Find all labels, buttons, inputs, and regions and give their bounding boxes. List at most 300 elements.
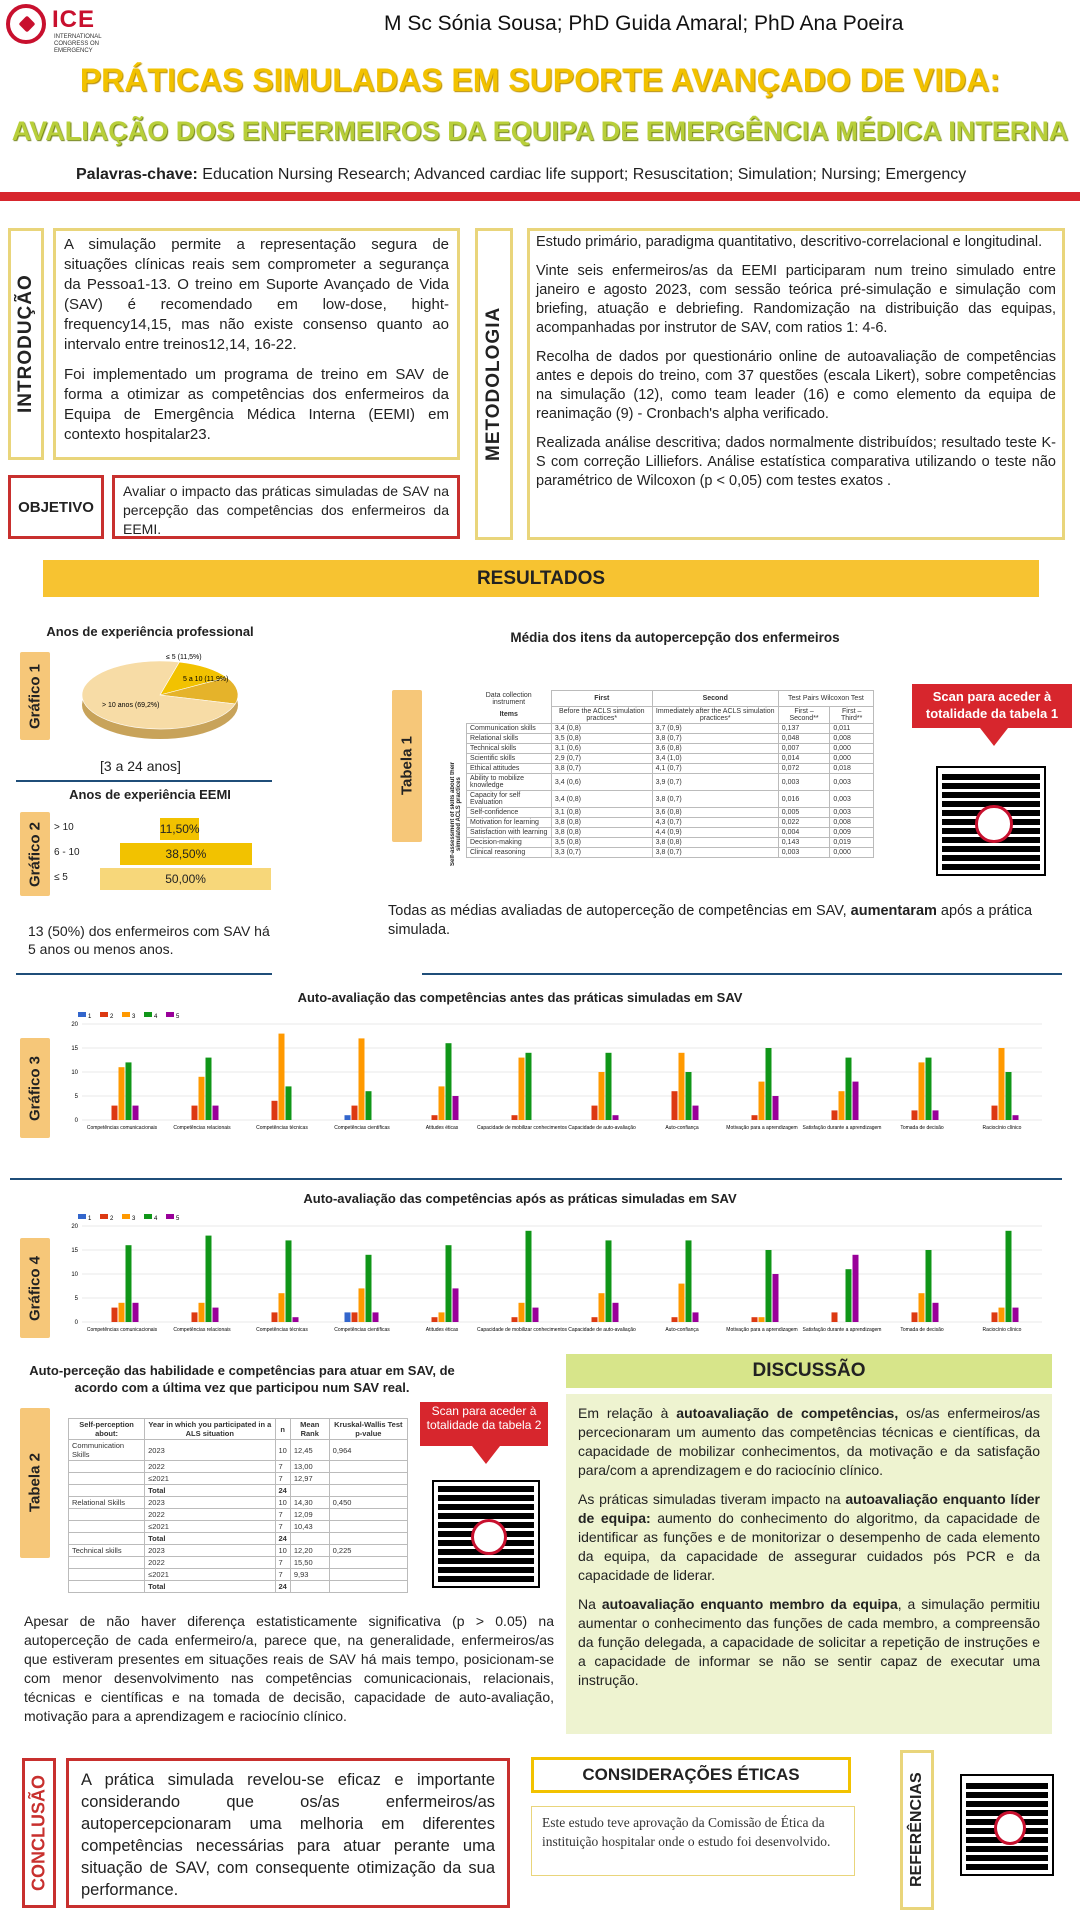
x-tick-label: Capacidade de auto-avaliação: [568, 1327, 636, 1333]
bar: [693, 1312, 699, 1322]
bar: [686, 1240, 692, 1322]
legend-label: 5: [176, 1014, 180, 1020]
bar: [512, 1317, 518, 1322]
x-tick-label: Motivação para a aprendizagem: [726, 1125, 798, 1131]
table-row-total: [69, 1485, 408, 1497]
table-cell: 0,000: [830, 754, 874, 764]
conclusion-box: [66, 1758, 510, 1908]
bar: [933, 1303, 939, 1322]
bar: [519, 1303, 525, 1322]
y-tick-label: 20: [71, 1224, 78, 1230]
grafico4-chart: [60, 1212, 1070, 1352]
table-cell: [69, 1509, 145, 1521]
table-cell: 0,450: [329, 1497, 407, 1509]
table-cell: 0,005: [778, 808, 830, 818]
table-cell: 0,008: [830, 734, 874, 744]
bar: [213, 1308, 219, 1322]
t1-h-instrument: Data collection instrument: [485, 691, 532, 706]
results-banner: [43, 560, 1039, 597]
x-tick-label: Competências científicas: [334, 1327, 390, 1333]
bar: [672, 1317, 678, 1322]
table-cell: 9,93: [290, 1569, 329, 1581]
table-cell: [69, 1557, 145, 1569]
bar: [933, 1110, 939, 1120]
qr-code-tabela1[interactable]: [938, 768, 1044, 874]
table-cell: 0,003: [830, 808, 874, 818]
table-cell: [69, 1461, 145, 1473]
table-cell: ≤2021: [145, 1569, 275, 1581]
tabela1-note-c: após a prática simulada.: [388, 903, 1033, 938]
table-cell: 0,018: [830, 764, 874, 774]
x-tick-label: Atitudes éticas: [425, 1327, 459, 1333]
discussion-box: [566, 1394, 1052, 1734]
x-tick-label: Auto-confiança: [665, 1125, 699, 1131]
bar: [853, 1082, 859, 1120]
logo-heart-icon: [6, 4, 46, 44]
arrow-down-icon: [472, 1446, 500, 1464]
table-cell: [69, 1533, 145, 1545]
x-tick-label: Competências comunicacionais: [86, 1125, 158, 1131]
table-cell: Communication Skills: [69, 1440, 145, 1461]
table-cell: [329, 1533, 407, 1545]
table-row: [69, 1521, 408, 1533]
table-cell: 3,5 (0,8): [551, 734, 652, 744]
table-cell: 3,8 (0,7): [652, 848, 778, 858]
bar: [192, 1312, 198, 1322]
table-cell: 3,8 (0,7): [652, 734, 778, 744]
table-cell: 2023: [145, 1545, 275, 1557]
intro-label: INTRODUÇÃO: [15, 274, 36, 414]
x-tick-label: Tomada de decisão: [900, 1327, 944, 1333]
table-cell: Relational skills: [467, 734, 552, 744]
x-tick-label: Capacidade de mobilizar conhecimentos: [476, 1327, 568, 1333]
table-cell: 0,014: [778, 754, 830, 764]
bar: [439, 1312, 445, 1322]
table-cell: 0,011: [830, 724, 874, 734]
table-cell: 12,97: [290, 1473, 329, 1485]
x-tick-label: Auto-confiança: [665, 1327, 699, 1333]
t2-h-about: Self-perception about:: [69, 1419, 145, 1440]
bar: [512, 1115, 518, 1120]
bar: [832, 1312, 838, 1322]
y-tick-label: 0: [74, 1320, 78, 1326]
table-cell: Total: [145, 1581, 275, 1593]
x-tick-label: Atitudes éticas: [425, 1125, 459, 1131]
legend-label: 4: [154, 1014, 158, 1020]
table-cell: 15,50: [290, 1557, 329, 1569]
x-tick-label: Competências científicas: [334, 1125, 390, 1131]
bar: [672, 1091, 678, 1120]
methodology-paragraph-1: Estudo primário, paradigma quantitativo, descritivo-correlacional e longitudinal.: [536, 234, 1043, 250]
tabela1-tag: [392, 690, 422, 842]
table-cell: Decision-making: [467, 838, 552, 848]
bar: [846, 1269, 852, 1322]
table-cell: [329, 1521, 407, 1533]
table-cell: 4,3 (0,7): [652, 818, 778, 828]
tabela2-note: Apesar de não haver diferença estatisticamente significativa (p > 0.05) na autoperceção de cada enfermeiro/a, parece que, na generalidade, enfermeiros/as que estiveram presentes em situações reais de SAV há mais tempo, posicionam-se com menor desenvolvimento nas competências comunicacionais, relacionais, técnicas e científicas e na tomada de decisão, capacidade de auto-avaliação, motivação para a aprendizagem e raciocínio clínico.: [24, 1613, 554, 1724]
table-cell: [69, 1569, 145, 1581]
table-cell: 0,003: [830, 791, 874, 808]
legend-swatch: [144, 1012, 152, 1017]
bar: [992, 1106, 998, 1120]
table-cell: 7: [275, 1509, 290, 1521]
bar: [126, 1062, 132, 1120]
table-cell: 2022: [145, 1461, 275, 1473]
table-cell: [329, 1581, 407, 1593]
table-cell: Ethical attitudes: [467, 764, 552, 774]
table-cell: 7: [275, 1521, 290, 1533]
table-row: [69, 1509, 408, 1521]
table-cell: Clinical reasoning: [467, 848, 552, 858]
table-row: [69, 1461, 408, 1473]
tabela1-note-a: Todas as médias avaliadas de autoperceção de competências em SAV,: [388, 903, 851, 919]
table-cell: [290, 1485, 329, 1497]
grafico2-title: Anos de experiência EEMI: [69, 787, 231, 802]
y-tick-label: 10: [71, 1272, 78, 1278]
grafico2-tag: [20, 812, 50, 896]
table-cell: 0,009: [830, 828, 874, 838]
grafico2-label: Gráfico 2: [26, 821, 44, 887]
bar: [432, 1317, 438, 1322]
bar: [912, 1312, 918, 1322]
references-label: REFERÊNCIAS: [908, 1772, 925, 1888]
qr-code-references[interactable]: [962, 1776, 1052, 1874]
tabela1-table: [466, 690, 874, 858]
bar: [279, 1293, 285, 1322]
discussion-paragraph-2: [578, 1490, 1040, 1585]
divider: [10, 1178, 1062, 1180]
table-cell: 0,072: [778, 764, 830, 774]
bar: [526, 1053, 532, 1120]
bar: [352, 1106, 358, 1120]
table-cell: [329, 1557, 407, 1569]
x-tick-label: Capacidade de mobilizar conhecimentos: [476, 1125, 568, 1131]
bar-row: [56, 843, 276, 865]
table-cell: 2023: [145, 1497, 275, 1509]
pie-label-le5: ≤ 5 (11,5%): [166, 654, 202, 661]
legend-label: 3: [132, 1216, 136, 1222]
table-row: [467, 724, 874, 734]
bar: [453, 1288, 459, 1322]
discussion-title: DISCUSSÃO: [752, 1360, 866, 1381]
d-p2a: As práticas simuladas tiveram impacto na: [578, 1491, 846, 1507]
bar: [345, 1312, 351, 1322]
table-cell: 0,003: [778, 774, 830, 791]
table-cell: Technical skills: [467, 744, 552, 754]
bar: [919, 1062, 925, 1120]
table-row-total: [69, 1533, 408, 1545]
table-cell: [329, 1509, 407, 1521]
table-cell: [329, 1461, 407, 1473]
bar: [1006, 1231, 1012, 1322]
methodology-paragraph-4: Realizada análise descritiva; dados normalmente distribuídos; resultado teste K-S com correção Lilliefors. Análise estatística comparativa utilizando o teste não paramétrico de Wilcoxon (p < 0,05) com testes exatos .: [536, 435, 1056, 489]
table-row: [69, 1569, 408, 1581]
bar: [359, 1038, 365, 1120]
bar: [759, 1082, 765, 1120]
table-cell: 4,4 (0,9): [652, 828, 778, 838]
x-tick-label: Raciocínio clínico: [982, 1125, 1022, 1131]
x-tick-label: Competências técnicas: [256, 1125, 308, 1131]
table-cell: 3,7 (0,9): [652, 724, 778, 734]
table-cell: 0,000: [830, 848, 874, 858]
bar: [919, 1293, 925, 1322]
bar: [832, 1110, 838, 1120]
table-cell: 3,8 (0,8): [652, 838, 778, 848]
bar: [286, 1240, 292, 1322]
tabela1-note-b: aumentaram: [850, 903, 937, 919]
authors: M Sc Sónia Sousa; PhD Guida Amaral; PhD Ana Poeira: [384, 12, 904, 35]
bar: [613, 1115, 619, 1120]
grafico1-pie: [78, 645, 248, 755]
bar: [453, 1096, 459, 1120]
table-cell: 3,8 (0,8): [551, 818, 652, 828]
x-tick-label: Competências relacionais: [173, 1327, 231, 1333]
bar: [679, 1053, 685, 1120]
table-row: [467, 848, 874, 858]
methodology-label: METODOLOGIA: [483, 306, 504, 462]
bar: [1006, 1072, 1012, 1120]
pie-label-5-10: 5 a 10 (11,9%): [183, 676, 229, 683]
pie-label-gt10: > 10 anos (69,2%): [102, 702, 160, 709]
x-tick-label: Competências técnicas: [256, 1327, 308, 1333]
bar: [599, 1293, 605, 1322]
tabela1-note: [388, 902, 1068, 940]
bar: [120, 843, 252, 865]
table-row: [69, 1473, 408, 1485]
legend-label: 1: [88, 1014, 92, 1020]
table-row: [467, 774, 874, 791]
y-tick-label: 20: [71, 1022, 78, 1028]
tabela1-side-label: Self-assessment of skills about their simulated ACLS practices: [450, 761, 462, 867]
scan-label-2: Scan para aceder à totalidade da tabela 2: [420, 1402, 548, 1446]
intro-paragraph-1: A simulação permite a representação segura de situações clínicas reais sem comprometer a segurança da Pessoa1-13. O treino em Suporte Avançado de Vida (SAV) é recomendado em low-dose, hight-frequency14,15, mas não existe consenso quanto ao intervalo entre treinos12,14, 16-22.: [64, 236, 449, 353]
grafico3-tag: [20, 1038, 50, 1138]
table-row: [467, 791, 874, 808]
bar: [373, 1312, 379, 1322]
bar: [533, 1308, 539, 1322]
grafico3-label: Gráfico 3: [26, 1055, 44, 1121]
bar: [192, 1106, 198, 1120]
tabela1: [450, 690, 876, 880]
y-tick-label: 5: [74, 1296, 78, 1302]
bar: [606, 1053, 612, 1120]
table-cell: [329, 1473, 407, 1485]
table-cell: 0,008: [830, 818, 874, 828]
bar: [112, 1106, 118, 1120]
legend-label: 4: [154, 1216, 158, 1222]
bar: [606, 1240, 612, 1322]
grafico2-bars: [56, 818, 276, 892]
t1-h-after: Immediately after the ACLS simulation practices*: [652, 707, 778, 724]
bar: [526, 1231, 532, 1322]
table-row: [69, 1440, 408, 1461]
bar: [286, 1086, 292, 1120]
bar-value-label: 38,50%: [165, 847, 207, 861]
legend-swatch: [78, 1214, 86, 1219]
bar: [999, 1308, 1005, 1322]
bar: [912, 1110, 918, 1120]
table-row: [467, 754, 874, 764]
table-cell: 10: [275, 1545, 290, 1557]
table-cell: Relational Skills: [69, 1497, 145, 1509]
grafico4-tag: [20, 1238, 50, 1338]
legend-swatch: [100, 1214, 108, 1219]
d-p2b: autoavaliação enquanto líder de equipa:: [578, 1491, 1041, 1526]
x-tick-label: Competências comunicacionais: [86, 1327, 158, 1333]
references-label-box: [900, 1750, 934, 1910]
table-cell: 2022: [145, 1509, 275, 1521]
bar: [1013, 1115, 1019, 1120]
bar: [126, 1245, 132, 1322]
table-cell: 3,6 (0,8): [652, 808, 778, 818]
t2-h-year: Year in which you participated in a ALS situation: [145, 1419, 275, 1440]
bar: [279, 1034, 285, 1120]
bar: [206, 1236, 212, 1322]
table-cell: Total: [145, 1533, 275, 1545]
bar-value-label: 11,50%: [159, 822, 200, 836]
y-tick-label: 10: [71, 1070, 78, 1076]
table-cell: 3,9 (0,7): [652, 774, 778, 791]
ice-logo: [6, 4, 106, 60]
ethics-box: [531, 1806, 855, 1876]
intro-paragraph-2: Foi implementado um programa de treino em SAV de forma a otimizar as competências dos enfermeiros da Equipa de Emergência Médica Interna (EEMI) em contexto hospitalar23.: [64, 366, 449, 443]
d-p1c: os/as enfermeiros/as percecionaram um aumento das competências técnicas e científicas, da capacidade de mobilizar conhecimentos, da motivação e da satisfação para/com a aprendizagem e do raciocínio clínico.: [578, 1405, 1040, 1478]
legend-swatch: [166, 1012, 174, 1017]
bar-row: [56, 818, 276, 840]
d-p2c: aumento do conhecimento do algoritmo, da capacidade de identificar as funções e de monitorizar o desempenho de cada elemento da equipa, da capacidade de assegurar cuidados pós PCR e da capacidade de liderar.: [578, 1510, 1040, 1583]
table-row: [69, 1545, 408, 1557]
ethics-title: CONSIDERAÇÕES ÉTICAS: [582, 1765, 800, 1784]
bar: [999, 1048, 1005, 1120]
legend-label: 3: [132, 1014, 136, 1020]
bar: [366, 1255, 372, 1322]
table-cell: 3,5 (0,8): [551, 838, 652, 848]
objective-label: OBJETIVO: [18, 498, 94, 516]
t2-h-kw: Kruskal-Wallis Test p-value: [329, 1419, 407, 1440]
bar-category: > 10: [54, 822, 74, 833]
table-row: [467, 734, 874, 744]
x-tick-label: Satisfação durante a aprendizagem: [802, 1327, 882, 1333]
bar: [446, 1043, 452, 1120]
tabela2-tag: [20, 1408, 50, 1558]
logo-text: ICE: [52, 6, 96, 33]
t1-h-before: Before the ACLS simulation practices*: [551, 707, 652, 724]
bar: [752, 1115, 758, 1120]
bar: [432, 1115, 438, 1120]
table-cell: 0,004: [778, 828, 830, 838]
bar: [206, 1058, 212, 1120]
table-cell: 0,000: [830, 744, 874, 754]
discussion-paragraph-3: [578, 1595, 1040, 1690]
legend-label: 2: [110, 1216, 114, 1222]
bar: [446, 1245, 452, 1322]
bar: [679, 1284, 685, 1322]
divider: [422, 973, 1062, 975]
tabela2-table: [68, 1418, 408, 1593]
t1-h-first: First: [551, 691, 652, 707]
table-cell: Motivation for learning: [467, 818, 552, 828]
grafico1-title: Anos de experiência professional: [46, 624, 254, 639]
table-cell: [69, 1581, 145, 1593]
grafico3-title: Auto-avaliação das competências antes das práticas simuladas em SAV: [297, 990, 743, 1005]
bar: [599, 1072, 605, 1120]
bar: [272, 1312, 278, 1322]
table-cell: 24: [275, 1485, 290, 1497]
table-cell: 0,003: [778, 848, 830, 858]
scan-label-1: Scan para aceder à totalidade da tabela 1: [912, 684, 1072, 728]
table-cell: [329, 1569, 407, 1581]
table-cell: Ability to mobilize knowledge: [467, 774, 552, 791]
table-cell: 24: [275, 1581, 290, 1593]
y-tick-label: 0: [74, 1118, 78, 1124]
table-cell: 3,8 (0,7): [551, 764, 652, 774]
table-cell: 2023: [145, 1440, 275, 1461]
ethics-header: [531, 1757, 851, 1793]
d-p1a: Em relação à: [578, 1405, 677, 1421]
table-cell: Satisfaction with learning: [467, 828, 552, 838]
methodology-paragraph-3: Recolha de dados por questionário online de autoavaliação de competências antes e depois do treino, com 37 questões (escala Likert), sobre competências na simulação (12), como team leader (16) e como elemento da equipa de reanimação (9) - Cronbach's alpha verificado.: [536, 349, 1056, 422]
methodology-paragraph-2: Vinte seis enfermeiros/as da EEMI participaram num treino simulado entre janeiro e agosto 2023, com sessão teórica pré-simulação e simulação com briefing, atuação e debriefing. Randomização na distribuição das equipas, acompanhadas por instrutor de SAV, com ratios 1: 4-6.: [536, 263, 1056, 336]
table-cell: 3,8 (0,7): [652, 791, 778, 808]
legend-label: 1: [88, 1216, 92, 1222]
x-tick-label: Competências relacionais: [173, 1125, 231, 1131]
qr-code-tabela2[interactable]: [434, 1482, 538, 1586]
table-cell: 3,4 (0,8): [551, 724, 652, 734]
table-cell: 7: [275, 1569, 290, 1581]
t2-h-n: n: [275, 1419, 290, 1440]
discussion-header: [566, 1354, 1052, 1388]
table-cell: 0,048: [778, 734, 830, 744]
bar: [352, 1312, 358, 1322]
title-line-1: PRÁTICAS SIMULADAS EM SUPORTE AVANÇADO DE VIDA:: [79, 62, 1001, 98]
table-cell: 2,9 (0,7): [551, 754, 652, 764]
table-cell: 2022: [145, 1557, 275, 1569]
legend-label: 5: [176, 1216, 180, 1222]
discussion-paragraph-1: [578, 1404, 1040, 1480]
bar: [773, 1096, 779, 1120]
bar: [359, 1288, 365, 1322]
results-label: RESULTADOS: [476, 567, 606, 589]
grafico4-title: Auto-avaliação das competências após as práticas simuladas em SAV: [303, 1191, 737, 1206]
bar: [992, 1312, 998, 1322]
divider: [16, 780, 272, 782]
objective-label-box: [8, 475, 104, 539]
grafico1-tag: [20, 652, 50, 740]
y-tick-label: 5: [74, 1094, 78, 1100]
bar: [345, 1115, 351, 1120]
bar: [759, 1317, 765, 1322]
conclusion-text: A prática simulada revelou-se eficaz e importante considerando que os/as enfermeiros/as autopercepcionaram uma melhoria em diferentes competências necessárias para atuar perante uma situação de SAV, com consequente otimização da sua performance.: [81, 1771, 495, 1899]
bar: [773, 1274, 779, 1322]
tabela2: [68, 1418, 408, 1591]
table-row: [467, 818, 874, 828]
y-tick-label: 15: [71, 1046, 78, 1052]
bar: [839, 1091, 845, 1120]
tabela2-title: Auto-perceção das habilidade e competências para atuar em SAV, de acordo com a última vez que participou num SAV real.: [29, 1363, 455, 1395]
table-cell: 0,137: [778, 724, 830, 734]
grafico1-label: Gráfico 1: [26, 663, 44, 729]
arrow-down-icon: [980, 728, 1008, 746]
intro-label-box: [8, 228, 44, 460]
table-cell: [69, 1473, 145, 1485]
d-p3a: Na: [578, 1596, 602, 1612]
keywords-label: Palavras-chave:: [76, 166, 198, 183]
table-cell: 3,8 (0,8): [551, 828, 652, 838]
table-cell: 3,3 (0,7): [551, 848, 652, 858]
bar: [926, 1250, 932, 1322]
bar: [766, 1250, 772, 1322]
bar: [100, 868, 271, 890]
